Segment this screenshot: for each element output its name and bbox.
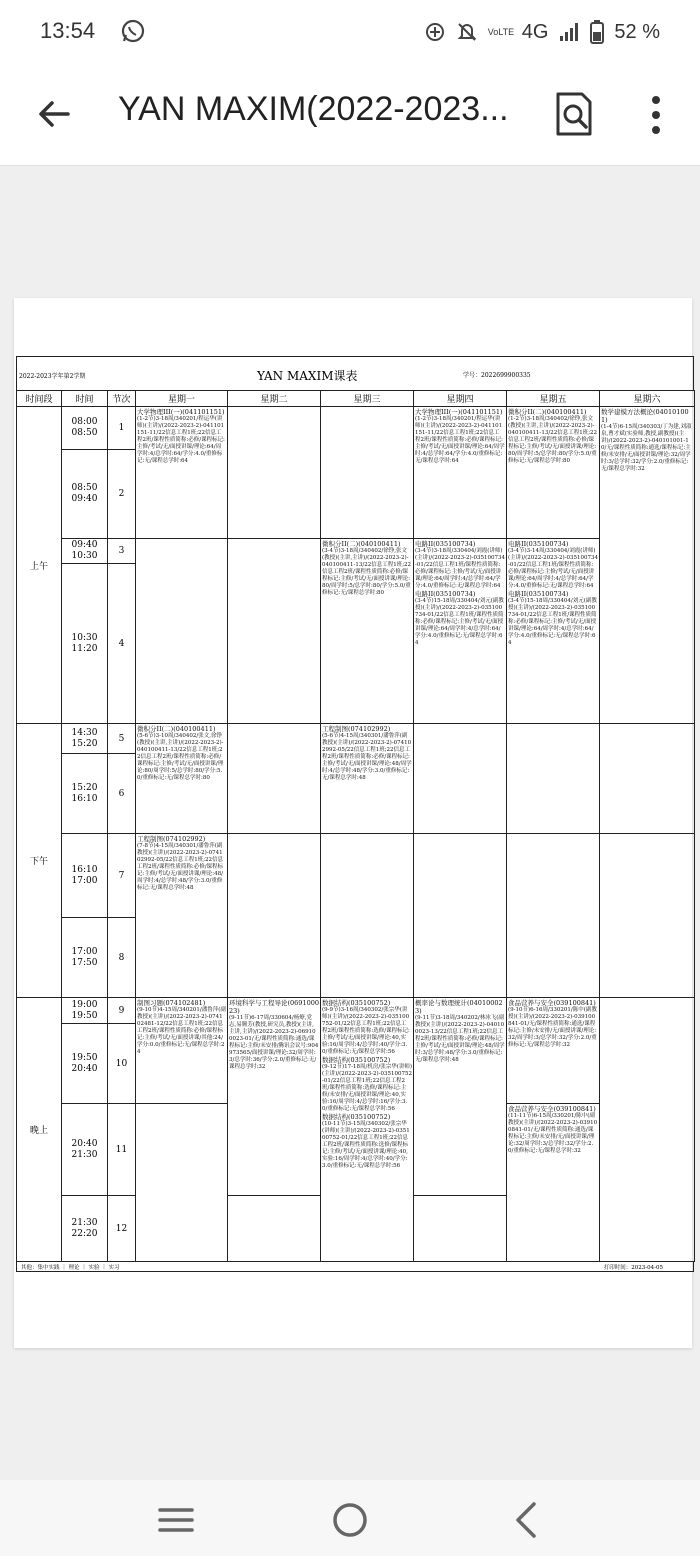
course-detail: (7-8节)4-15周/340301/潘鲁萍(副教授)(主讲)/(2022-2023-2)-074102992-05/22信息工程1班;22信息工程2班/课程性质简称:必修/课程标记:主修/考试/无/面授讲课/理论:48/周学时:4/总学时:48/学分:3.0/重修标记:无/课程总学时:48 [137, 843, 224, 891]
period-cell: 3 [108, 539, 136, 564]
empty-cell [321, 834, 414, 998]
home-icon[interactable] [330, 1500, 370, 1540]
time-cell: 19:50 20:40 [62, 1024, 108, 1104]
course-cell[interactable] [136, 724, 228, 834]
empty-cell [600, 834, 695, 998]
header-thursday: 星期四 [414, 391, 507, 407]
course-detail: (3-4节)3-18周/340402/徐铮,张文(教授)(主讲,主讲)/(2022-2023-2)-040100411-13/22信息工程1班;22信息工程2班/课程性质简称:必修/课程标记:主修/考试/无/面授讲课/理论:80/周学时:5/总学时:80/学分:5.0/重修标记:无/课程总学时:80 [322, 548, 412, 596]
course-cell[interactable] [507, 1104, 600, 1262]
time-cell: 15:20 16:10 [62, 754, 108, 834]
time-cell: 08:50 09:40 [62, 450, 108, 539]
empty-cell [228, 724, 321, 834]
time-cell: 17:00 17:50 [62, 918, 108, 998]
empty-cell [228, 834, 321, 998]
period-cell: 2 [108, 450, 136, 539]
period-cell: 1 [108, 407, 136, 450]
time-cell: 14:30 15:20 [62, 724, 108, 754]
signal-icon [558, 21, 580, 43]
time-cell: 10:30 11:20 [62, 564, 108, 724]
header-friday: 星期五 [507, 391, 600, 407]
empty-cell [228, 1196, 321, 1262]
period-cell: 4 [108, 564, 136, 724]
period-cell: 8 [108, 918, 136, 998]
header-monday: 星期一 [136, 391, 228, 407]
footer-legend: 其他：集中实践 ｜ 理论 ｜ 实验 ｜ 实习 [21, 1265, 120, 1271]
course-title: 工程制图(074102992) [322, 725, 391, 733]
course-title: 数据结构(035100752) [322, 1056, 391, 1064]
course-detail: (3-4节)15-18周/330404/刘元(副教授)(主讲)/(2022-2023-2)-035100734-01/22信息工程1班/课程性质简称:必修/课程标记:主修/考试/无/面授讲课/理论:64/周学时:4/总学时:64/学分:4.0/重修标记:无/课程总学时:64 [508, 598, 597, 646]
course-cell[interactable] [507, 539, 600, 724]
print-time: 打印时间：2023-04-05 [603, 1265, 663, 1271]
header-saturday: 星期六 [600, 391, 695, 407]
empty-cell [228, 407, 321, 539]
segment-morning: 上午 [17, 407, 62, 724]
table-row [17, 407, 695, 450]
course-title: 数学建模方法概论(040101001) [601, 408, 689, 424]
battery-percent: 52 % [614, 20, 660, 43]
segment-afternoon: 下午 [17, 724, 62, 998]
student-id: 学号：2022699900335 [463, 372, 531, 379]
empty-cell [321, 407, 414, 539]
course-cell[interactable] [136, 834, 228, 998]
course-detail: (9-12节)17-18周/机房/张宗华(讲师)(主讲)/(2022-2023-2)-035100752-01/22信息工程1班;22信息工程2班/课程性质简称:选修/课程标记:主修/未安排/无/面授讲课/理论:40,实验:16/周学时:4/总学时:16/学分:3.0/重修标记:无/课程总学时:56 [322, 1064, 413, 1112]
course-title: 电路II(035100734) [508, 590, 569, 598]
course-detail: (3-4节)15-18周/330404/刘元(副教授)(主讲)/(2022-2023-2)-035100734-01/22信息工程1班/课程性质简称:必修/课程标记:主修/考试/无/面授讲课/理论:64/周学时:4/总学时:64/学分:4.0/重修标记:无/课程总学时:64 [415, 598, 504, 646]
time-cell: 21:30 22:20 [62, 1196, 108, 1262]
course-title: 数据结构(035100752) [322, 999, 391, 1007]
course-cell[interactable] [321, 998, 414, 1262]
course-detail: (9-9节)3-16周/340302/张宗华(讲师)(主讲)/(2022-2023-2)-035100752-01/22信息工程1班;22信息工程2班/课程性质简称:选修/课程标记:主修/考试/无/面授讲课/理论:40,实验:16/周学时:4/总学时:40/学分:3.0/重修标记:无/课程总学时:56 [322, 1007, 410, 1055]
period-cell: 12 [108, 1196, 136, 1262]
navigation-bar [0, 1480, 700, 1556]
course-detail: (3-4节)3-18周/330404/刘霞(讲师)(主讲)/(2022-2023-2)-035100734-01/22信息工程1班/课程性质简称:必修/课程标记:主修/考试/无/面授讲课/理论:64/周学时:4/总学时:64/学分:4.0/重修标记:无/课程总学时:64 [415, 548, 505, 589]
network-type: 4G [521, 20, 549, 43]
course-title: 食品营养与安全(039100841) [508, 999, 596, 1007]
course-cell[interactable] [136, 407, 228, 539]
empty-cell [414, 724, 507, 834]
timetable-sheet [16, 356, 694, 1272]
app-bar [0, 62, 700, 166]
period-cell: 6 [108, 754, 136, 834]
course-cell[interactable] [414, 998, 507, 1196]
course-cell[interactable] [414, 539, 507, 724]
course-title: 大学物理III(一)(041101151) [137, 408, 225, 416]
course-detail: (3-4节)3-14周/330404/刘霞(讲师)(主讲)/(2022-2023-2)-035100734-01/22信息工程1班/课程性质简称:必修/课程标记:主修/考试/无/面授讲课/理论:64/周学时:4/总学时:64/学分:4.0/重修标记:无/课程总学时:64 [508, 548, 598, 589]
course-title: 概率论与数理统计(040100023) [415, 999, 503, 1015]
course-cell[interactable] [507, 407, 600, 539]
time-cell: 20:40 21:30 [62, 1104, 108, 1196]
header-wednesday: 星期三 [321, 391, 414, 407]
header-segment: 时间段 [17, 391, 62, 407]
time-cell: 09:40 10:30 [62, 539, 108, 564]
course-detail: (1-2节)3-18周/340201/程运华(讲师)(主讲)/(2022-2023-2)-041101151-11/22信息工程1班;22信息工程2班/课程性质简称:必修/课程标记:主修/考试/无/面授讲课/理论:64/周学时:4/总学时:64/学分:4.0/重修标记:无/课程总学时:64 [137, 416, 225, 464]
timetable [16, 390, 695, 1262]
header-tuesday: 星期二 [228, 391, 321, 407]
volte-icon: VoLTE [487, 27, 515, 37]
empty-cell [228, 539, 321, 724]
course-title: 微积分II(二)(040100411) [322, 540, 401, 548]
course-detail: (5-6节)4-15周/340301/潘鲁萍(副教授)(主讲)/(2022-2023-2)-074102992-05/22信息工程1班;22信息工程2班/课程性质简称:必修/课程标记:主修/考试/无/面授讲课/理论:48/周学时:4/总学时:48/学分:3.0/重修标记:无/课程总学时:48 [322, 733, 412, 781]
header-period: 节次 [108, 391, 136, 407]
sheet-footer [16, 1262, 694, 1272]
mute-icon [456, 21, 478, 43]
period-cell: 10 [108, 1024, 136, 1104]
course-cell[interactable] [507, 998, 600, 1104]
course-title: 电路II(035100734) [415, 590, 476, 598]
search-document-icon[interactable] [554, 90, 594, 138]
status-time: 13:54 [40, 18, 96, 43]
document-title: YAN MAXIM(2022-2023... [118, 90, 509, 128]
course-title: 电路II(035100734) [415, 540, 476, 548]
document-page[interactable] [14, 298, 692, 1348]
period-cell: 5 [108, 724, 136, 754]
empty-cell [414, 834, 507, 998]
course-title: 大学物理III(一)(041101151) [415, 408, 503, 416]
period-cell: 11 [108, 1104, 136, 1196]
table-row [17, 539, 695, 564]
empty-cell [507, 834, 600, 998]
table-row [17, 998, 695, 1024]
segment-evening: 晚上 [17, 998, 62, 1262]
back-arrow-icon[interactable] [34, 94, 74, 134]
course-detail: (11-11节)6-15周/330201/陈中(副教授)(主讲)/(2022-2023-2)-039100841-01/无/课程性质简称:通选/课程标记:主修/未安排/无/面授讲课/理论:32/周学时:3/总学时:32/学分:2.0/重修标记:无/课程总学时:32 [508, 1113, 598, 1154]
course-cell[interactable] [600, 407, 695, 724]
course-title: 制图习题(074102481) [137, 999, 206, 1007]
time-cell: 19:00 19:50 [62, 998, 108, 1024]
more-vert-icon[interactable] [646, 94, 666, 136]
course-title: 微积分II(二)(040100411) [508, 408, 587, 416]
recent-apps-icon[interactable] [156, 1500, 196, 1540]
whatsapp-icon [120, 18, 146, 44]
empty-cell [136, 1104, 228, 1262]
course-detail: (1-4节)6-15周/340303/丁为建,刘淑泉,曹才斌(实验师,教授,副教授)(主讲)/(2022-2023-2)-040101001-10/无/课程性质简称:通选/课程标记:主修/未安排/无/面授讲课/理论:32/周学时:3/总学时:32/学分:2.0/重修标记:无/课程总学时:32 [601, 424, 692, 472]
course-detail: (5-6节)3-10周/340402/张文,徐铮(教授)(主讲,主讲)/(2022-2023-2)-040100411-13/22信息工程1班;22信息工程2班/课程性质简称:必修/课程标记:主修/考试/无/面授讲课/理论:80/周学时:5/总学时:80/学分:5.0/重修标记:无/课程总学时:80 [137, 733, 224, 781]
table-row [17, 834, 695, 918]
course-detail: (1-2节)3-18周/340402/徐铮,张文(教授)(主讲,主讲)/(2022-2023-2)-040100411-13/22信息工程1班;22信息工程2班/课程性质简称:必修/课程标记:主修/考试/无/面授讲课/理论:80/周学时:5/总学时:80/学分:5.0/重修标记:无/课程总学时:80 [508, 416, 598, 464]
course-title: 环境科学与工程导论(069100023) [229, 999, 319, 1015]
course-cell[interactable] [321, 539, 414, 724]
timetable-title: YAN MAXIM课表 [257, 369, 358, 383]
time-cell: 16:10 17:00 [62, 834, 108, 918]
empty-cell [600, 998, 695, 1262]
course-detail: (1-2节)3-18周/340201/程运华(讲师)(主讲)/(2022-2023-2)-041101151-11/22信息工程1班;22信息工程2班/课程性质简称:必修/课程标记:主修/考试/无/面授讲课/理论:64/周学时:4/总学时:64/学分:4.0/重修标记:无/课程总学时:64 [415, 416, 505, 464]
course-title: 电路II(035100734) [508, 540, 569, 548]
empty-cell [600, 724, 695, 834]
course-cell[interactable] [228, 998, 321, 1196]
status-bar [0, 0, 700, 62]
battery-icon [590, 20, 604, 44]
course-title: 微积分II(二)(040100411) [137, 725, 216, 733]
course-cell[interactable] [414, 407, 507, 539]
empty-cell [507, 724, 600, 834]
course-detail: (9-11节)3-18周/340202/林冰飞(副教授)(主讲)/(2022-2023-2)-040100023-13/22信息工程1班;22信息工程2班/课程性质简称:必修/课程标记:主修/考试/无/面授讲课/理论:48/周学时:3/总学时:48/学分:3.0/重修标记:无/课程总学时:48 [415, 1015, 505, 1063]
header-row [17, 391, 695, 407]
time-cell: 08:00 08:50 [62, 407, 108, 450]
empty-cell [136, 539, 228, 724]
period-cell: 9 [108, 998, 136, 1024]
course-detail: (9-10节)6-16周/330201/陈中(副教授)(主讲)/(2022-2023-2)-039100841-01/无/课程性质简称:通选/课程标记:主修/未安排/无/面授讲课/理论:32/周学时:3/总学时:32/学分:2.0/重修标记:无/课程总学时:32 [508, 1007, 597, 1048]
table-row [17, 724, 695, 754]
course-title: 数据结构(035100752) [322, 1113, 391, 1121]
term-label: 2022-2023学年第2学期 [19, 373, 86, 380]
course-title: 食品营养与安全(039100841) [508, 1105, 596, 1113]
header-time: 时间 [62, 391, 108, 407]
course-cell[interactable] [136, 998, 228, 1104]
course-detail: (10-11节)3-15周/340302/张宗华(讲师)(主讲)/(2022-2023-2)-035100752-01/22信息工程1班;22信息工程2班/课程性质简称:选修/课程标记:主修/考试/无/面授讲课/理论:40,实验:16/周学时:4/总学时:40/学分:3.0/重修标记:无/课程总学时:56 [322, 1121, 410, 1169]
sheet-header [16, 356, 694, 390]
period-cell: 7 [108, 834, 136, 918]
back-icon[interactable] [506, 1500, 546, 1540]
course-title: 工程制图(074102992) [137, 835, 206, 843]
empty-cell [414, 1196, 507, 1262]
location-icon [424, 21, 446, 43]
course-detail: (9-11节)6-17周/330604/杨燎,党志,易腾芳(教授,研究员,教授)(主讲,主讲,主讲)/(2022-2023-2)-069100023-01/无/课程性质简称:通选/课程标记:主修/未安排/腾讯会议号:904973565/面授讲课/理论:32/周学时:3/总学时:36/学分:2.0/重修标记:无/课程总学时:32 [229, 1015, 319, 1070]
status-icons [424, 18, 660, 46]
course-cell[interactable] [321, 724, 414, 834]
course-detail: (9-10节)4-15周/340201/潘鲁萍(副教授)(主讲)/(2022-2023-2)-074102481-12/22信息工程1班;22信息工程2班/课程性质简称:必修/课程标记:主修/考试/无/面授讲课/其他:24/学分:0.0/重修标记:无/课程总学时:24 [137, 1007, 226, 1055]
